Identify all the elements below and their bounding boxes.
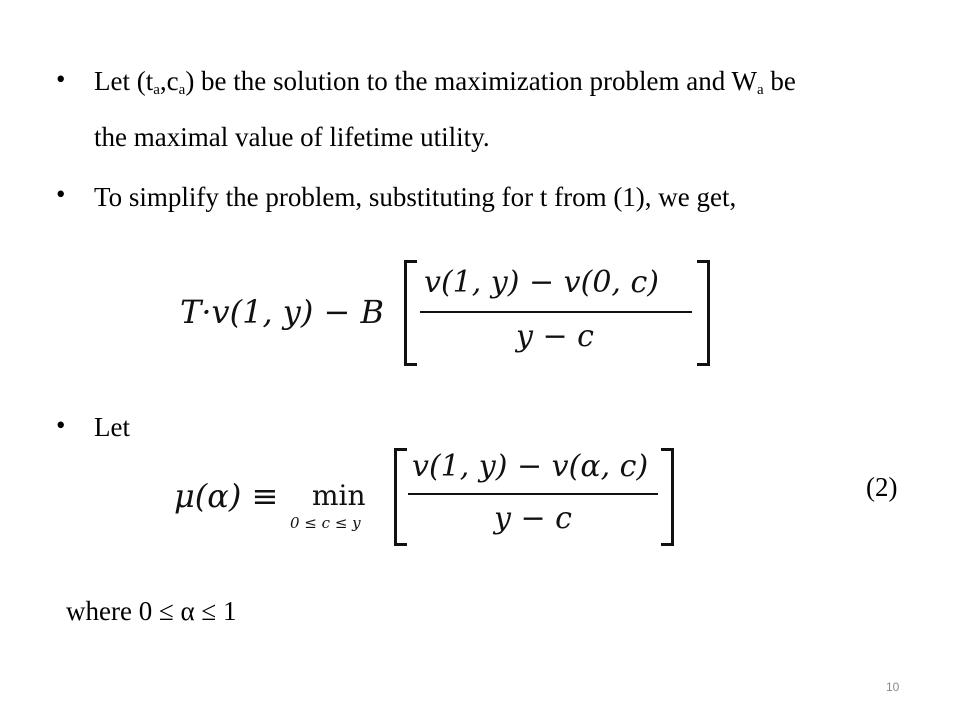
equation-2-denominator: y − c [494,501,572,536]
min-operator: min [312,479,366,512]
bullet-dot: • [56,179,66,209]
bullet-text-1-line2: the maximal value of lifetime utility. [94,122,490,152]
fraction-bar [408,493,658,495]
equation-1-denominator: y − c [516,319,594,354]
equation-2-numerator: v(1, y) − v(α, c) [412,449,649,484]
fraction-bar [420,311,692,313]
equation-2-lhs: μ(α) ≡ [174,477,279,515]
subscript: a [178,82,186,98]
bullet-dot: • [56,64,66,94]
text-run: be [763,66,796,96]
equation-1-lhs: T·v(1, y) − B [180,293,385,331]
subscript: a [153,82,160,98]
equation-1-numerator: v(1, y) − v(0, c) [424,265,659,300]
text-run: ) be the solution to the maximization problem and W [185,66,757,96]
bullet-dot: • [56,410,66,440]
min-subscript: 0 ≤ c ≤ y [290,514,361,532]
right-bracket [661,448,674,546]
subscript: a [756,82,764,98]
left-bracket [394,448,407,546]
bullet-text-1 [94,66,796,98]
page-number: 10 [886,680,900,694]
right-bracket [697,260,710,366]
equation-number: (2) [866,472,898,502]
bullet-text-3: Let [94,412,130,442]
text-run: Let (t [94,66,154,96]
text-run: ,c [159,66,179,96]
left-bracket [404,260,417,366]
bullet-text-2: To simplify the problem, substituting for t from (1), we get, [94,182,737,212]
where-condition: where 0 ≤ α ≤ 1 [66,596,237,626]
